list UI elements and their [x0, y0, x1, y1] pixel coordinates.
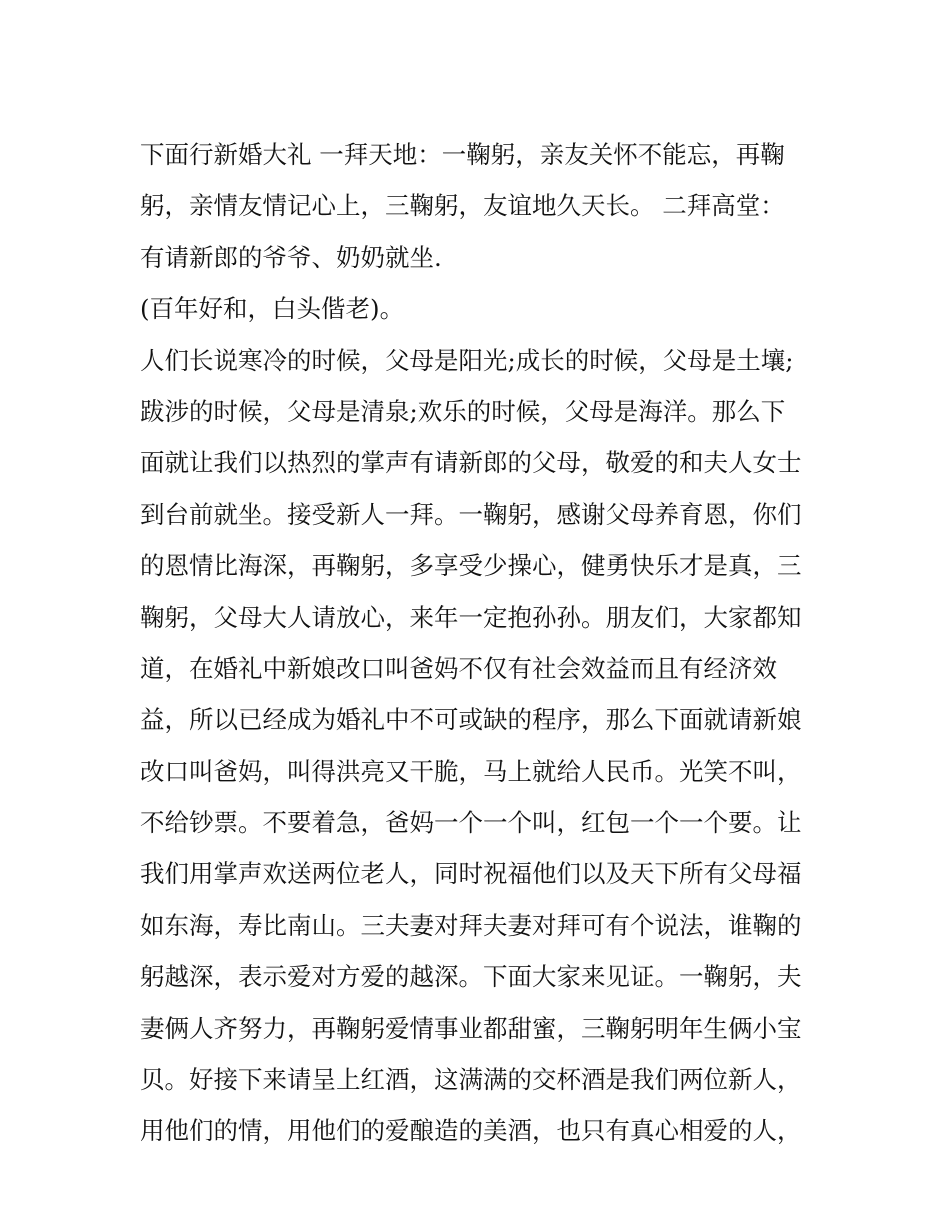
body-text: [140, 137, 820, 1165]
text-line: 用他们的情，用他们的爱酿造的美酒，也只有真心相爱的人，: [140, 1116, 802, 1146]
text-line: 贝。好接下来请呈上红酒，这满满的交杯酒是我们两位新人，: [140, 1065, 802, 1095]
text-line: 我们用掌声欢送两位老人，同时祝福他们以及天下所有父母福: [140, 859, 802, 889]
text-line: 道，在婚礼中新娘改口叫爸妈不仅有社会效益而且有经济效: [140, 653, 777, 683]
text-line: 有请新郎的爷爷、奶奶就坐.: [140, 242, 442, 272]
text-line: 面就让我们以热烈的掌声有请新郎的父母，敬爱的和夫人女士: [140, 448, 802, 478]
text-line: 如东海，寿比南山。三夫妻对拜夫妻对拜可有个说法，谁鞠的: [140, 910, 802, 940]
text-line: 改口叫爸妈，叫得洪亮又干脆，马上就给人民币。光笑不叫，: [140, 756, 802, 786]
text-line: 跋涉的时候，父母是清泉;欢乐的时候，父母是海洋。那么下: [140, 396, 786, 426]
text-line: (百年好和，白头偕老)。: [140, 294, 405, 324]
text-line: 躬越深，表示爱对方爱的越深。下面大家来见证。一鞠躬，夫: [140, 962, 802, 992]
text-line: 到台前就坐。接受新人一拜。一鞠躬，感谢父母养育恩，你们: [140, 499, 802, 529]
text-line: 鞠躬，父母大人请放心，来年一定抱孙孙。朋友们，大家都知: [140, 602, 802, 632]
text-line: 益，所以已经成为婚礼中不可或缺的程序，那么下面就请新娘: [140, 705, 802, 735]
text-line: 不给钞票。不要着急，爸妈一个一个叫，红包一个一个要。让: [140, 808, 802, 838]
text-line: 的恩情比海深，再鞠躬，多享受少操心，健勇快乐才是真，三: [140, 551, 802, 581]
text-line: 妻俩人齐努力，再鞠躬爱情事业都甜蜜，三鞠躬明年生俩小宝: [140, 1013, 802, 1043]
text-line: 人们长说寒冷的时候，父母是阳光;成长的时候，父母是土壤;: [140, 345, 794, 375]
text-line: 躬，亲情友情记心上，三鞠躬，友谊地久天长。 二拜高堂：: [140, 191, 785, 221]
text-line: 下面行新婚大礼 一拜天地：一鞠躬，亲友关怀不能忘，再鞠: [140, 140, 785, 169]
